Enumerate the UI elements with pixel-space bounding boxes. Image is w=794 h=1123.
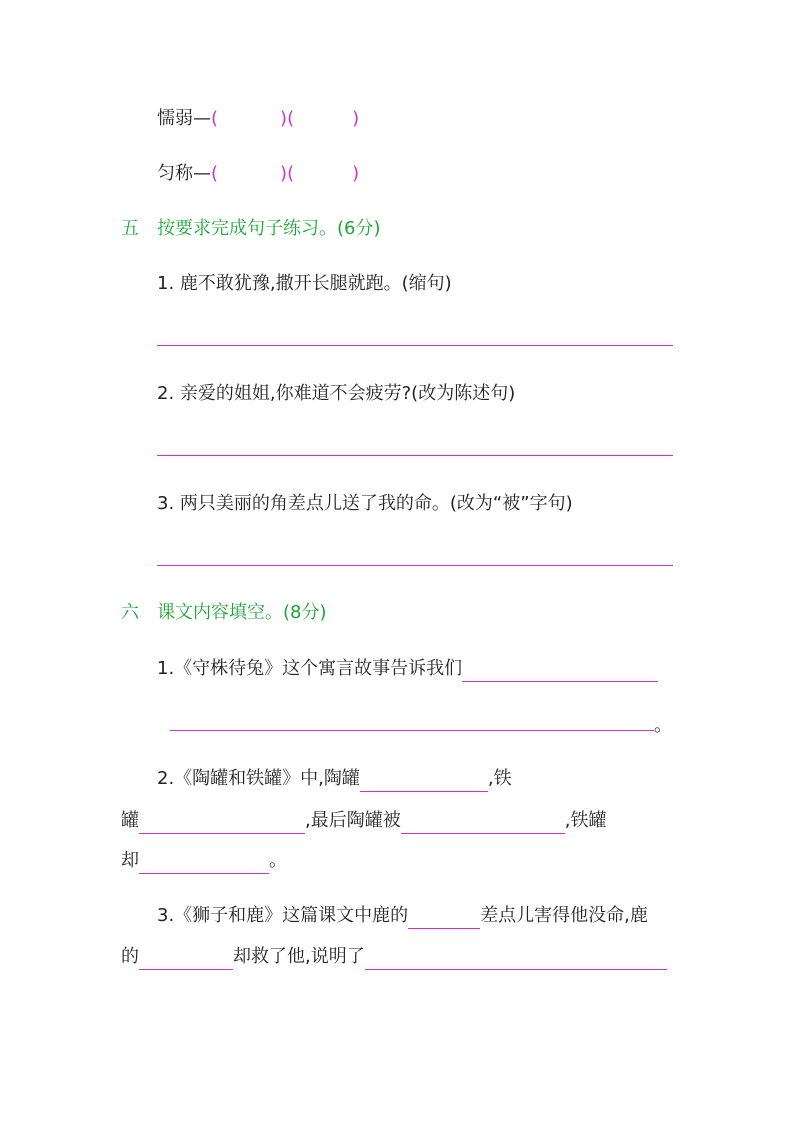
open-paren: ( (211, 163, 219, 184)
question-prompt: 罐 (121, 810, 139, 831)
question-prompt: 3.《狮子和鹿》这篇课文中鹿的 (157, 905, 409, 926)
answer-line[interactable] (170, 730, 654, 731)
synonym-row (157, 106, 359, 132)
fill-blank[interactable] (360, 771, 488, 792)
section-number: 五 (121, 218, 139, 239)
open-paren: ( (287, 163, 295, 184)
fill-blank[interactable] (365, 949, 667, 970)
open-paren: ( (287, 108, 295, 129)
question-prompt: 2.《陶罐和铁罐》中,陶罐 (157, 768, 360, 789)
question-text (157, 656, 658, 682)
section-heading (121, 600, 327, 626)
question-text (157, 903, 648, 929)
question-text: 2. 亲爱的姐姐,你难道不会疲劳?(改为陈述句) (157, 383, 516, 404)
fill-blank[interactable] (139, 949, 233, 970)
question-prompt: ,铁罐 (564, 810, 607, 831)
question-prompt: ,铁 (487, 768, 512, 789)
section-title: 按要求完成句子练习。(6分) (157, 218, 381, 239)
close-paren: ) (352, 108, 360, 129)
fill-blank[interactable] (462, 661, 658, 682)
fill-blank[interactable] (408, 908, 480, 929)
question-text (121, 808, 606, 834)
section-heading (121, 216, 381, 242)
fill-blank[interactable] (139, 813, 305, 834)
fill-blank[interactable] (401, 813, 565, 834)
question-prompt: 却救了他,说明了 (233, 946, 365, 967)
question-prompt: 的 (121, 946, 139, 967)
question-text: 1. 鹿不敢犹豫,撒开长腿就跑。(缩句) (157, 273, 452, 294)
question-prompt: 差点儿害得他没命,鹿 (480, 905, 648, 926)
synonym-word: 匀称— (157, 163, 211, 184)
question-prompt: ,最后陶罐被 (305, 810, 401, 831)
answer-line[interactable] (157, 565, 673, 566)
question-prompt: 1.《守株待兔》这个寓言故事告诉我们 (157, 658, 463, 679)
synonym-word: 懦弱— (157, 108, 211, 129)
question-prompt: 却 (121, 850, 139, 871)
question-text: 3. 两只美丽的角差点儿送了我的命。(改为“被”字句) (157, 493, 573, 514)
question-text (121, 848, 287, 874)
answer-line[interactable] (157, 345, 673, 346)
question-text (157, 766, 512, 792)
question-prompt: 。 (269, 850, 287, 871)
period: 。 (654, 715, 672, 736)
section-number: 六 (121, 602, 139, 623)
close-paren: ) (280, 163, 288, 184)
section-title: 课文内容填空。(8分) (157, 602, 327, 623)
answer-line[interactable] (157, 455, 673, 456)
open-paren: ( (211, 108, 219, 129)
synonym-row (157, 161, 359, 187)
close-paren: ) (352, 163, 360, 184)
fill-blank[interactable] (139, 853, 269, 874)
close-paren: ) (280, 108, 288, 129)
question-text (121, 944, 667, 970)
